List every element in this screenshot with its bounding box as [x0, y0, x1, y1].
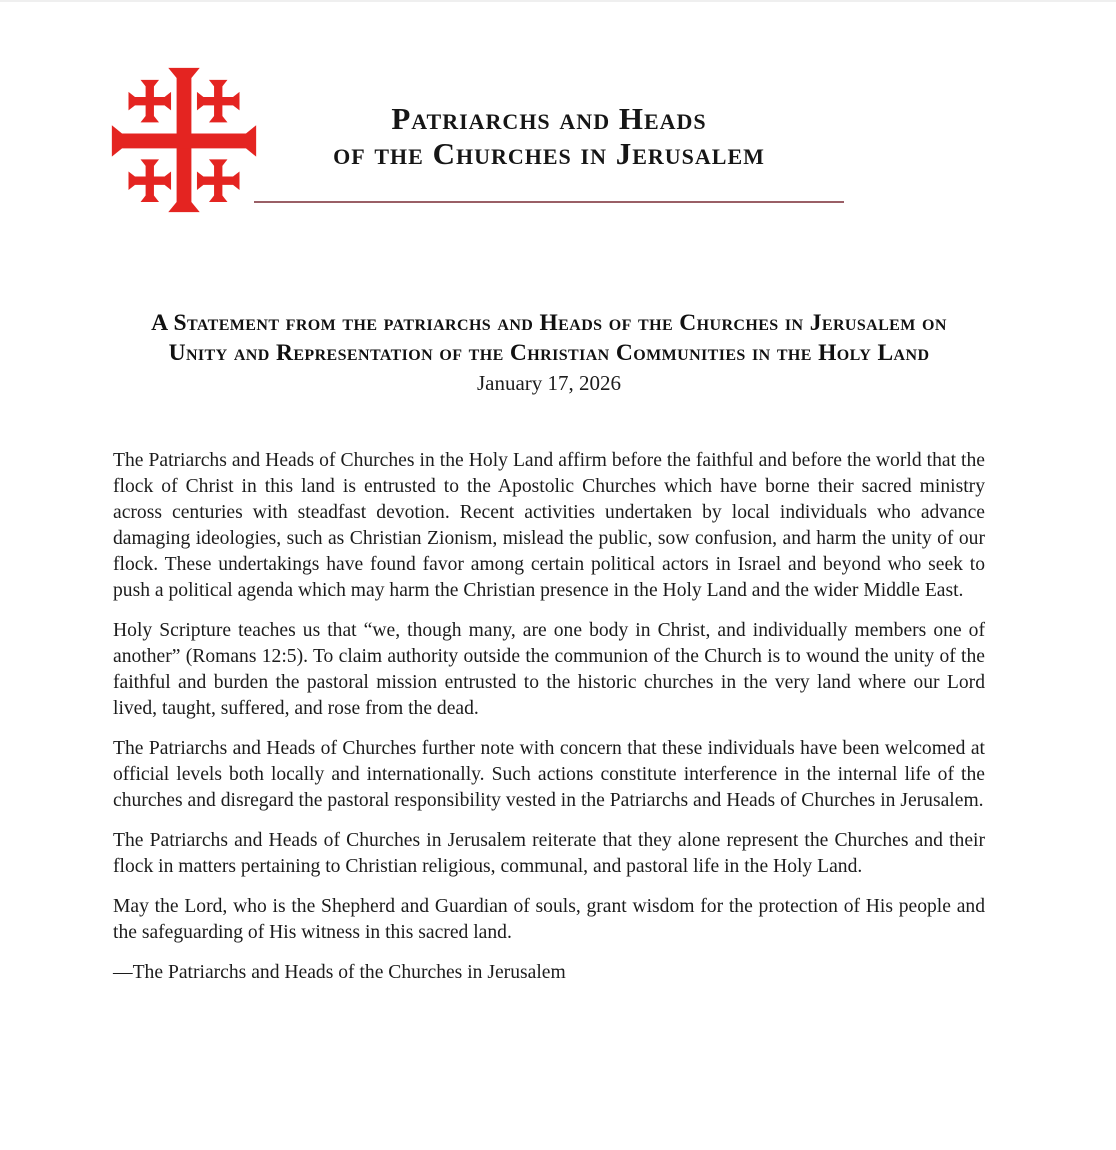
header-divider [254, 201, 844, 203]
org-name-line1: Patriarchs and Heads [391, 101, 707, 136]
signature-line: —The Patriarchs and Heads of the Churches in Jerusalem [113, 962, 566, 983]
letterhead [113, 65, 985, 215]
title-block [113, 308, 985, 398]
statement-page [0, 2, 1116, 1046]
statement-body [113, 448, 985, 986]
paragraph: The Patriarchs and Heads of Churches in the Holy Land affirm before the faithful and before the world that the flock of Christ in this land is entrusted to the Apostolic Churches which have borne their sacred ministry across centuries with steadfast devotion. Recent activities undertaken by local individuals who advance damaging ideologies, such as Christian Zionism, mislead the public, sow confusion, and harm the unity of our flock. These undertakings have found favor among certain political actors in Israel and beyond who seek to push a political agenda which may harm the Christian presence in the Holy Land and the wider Middle East. [113, 450, 985, 601]
paragraph: Holy Scripture teaches us that “we, though many, are one body in Christ, and individually members one of another” (Romans 12:5). To claim authority outside the communion of the Church is to wound the unity of the faithful and burden the pastoral mission entrusted to the historic churches in the very land where our Lord lived, taught, suffered, and rose from the dead. [113, 620, 985, 719]
paragraph: May the Lord, who is the Shepherd and Guardian of souls, grant wisdom for the protection of His people and the safeguarding of His witness in this sacred land. [113, 896, 985, 943]
org-name-line2: of the Churches in Jerusalem [333, 136, 765, 171]
document-date: January 17, 2026 [476, 371, 622, 395]
paragraph: The Patriarchs and Heads of Churches in Jerusalem reiterate that they alone represent the Churches and their flock in matters pertaining to Christian religious, communal, and pastoral life in the Holy Land. [113, 830, 985, 877]
document-title: A Statement from the patriarchs and Heads of the Churches in Jerusalem on Unity and Representation of the Christian Communities in the Holy Land [151, 310, 947, 366]
paragraph: The Patriarchs and Heads of Churches further note with concern that these individuals have been welcomed at official levels both locally and internationally. Such actions constitute interference in the internal life of the churches and disregard the pastoral responsibility vested in the Patriarchs and Heads of Churches in Jerusalem. [113, 738, 985, 811]
jerusalem-cross-icon [110, 65, 258, 215]
content-column [113, 65, 985, 986]
